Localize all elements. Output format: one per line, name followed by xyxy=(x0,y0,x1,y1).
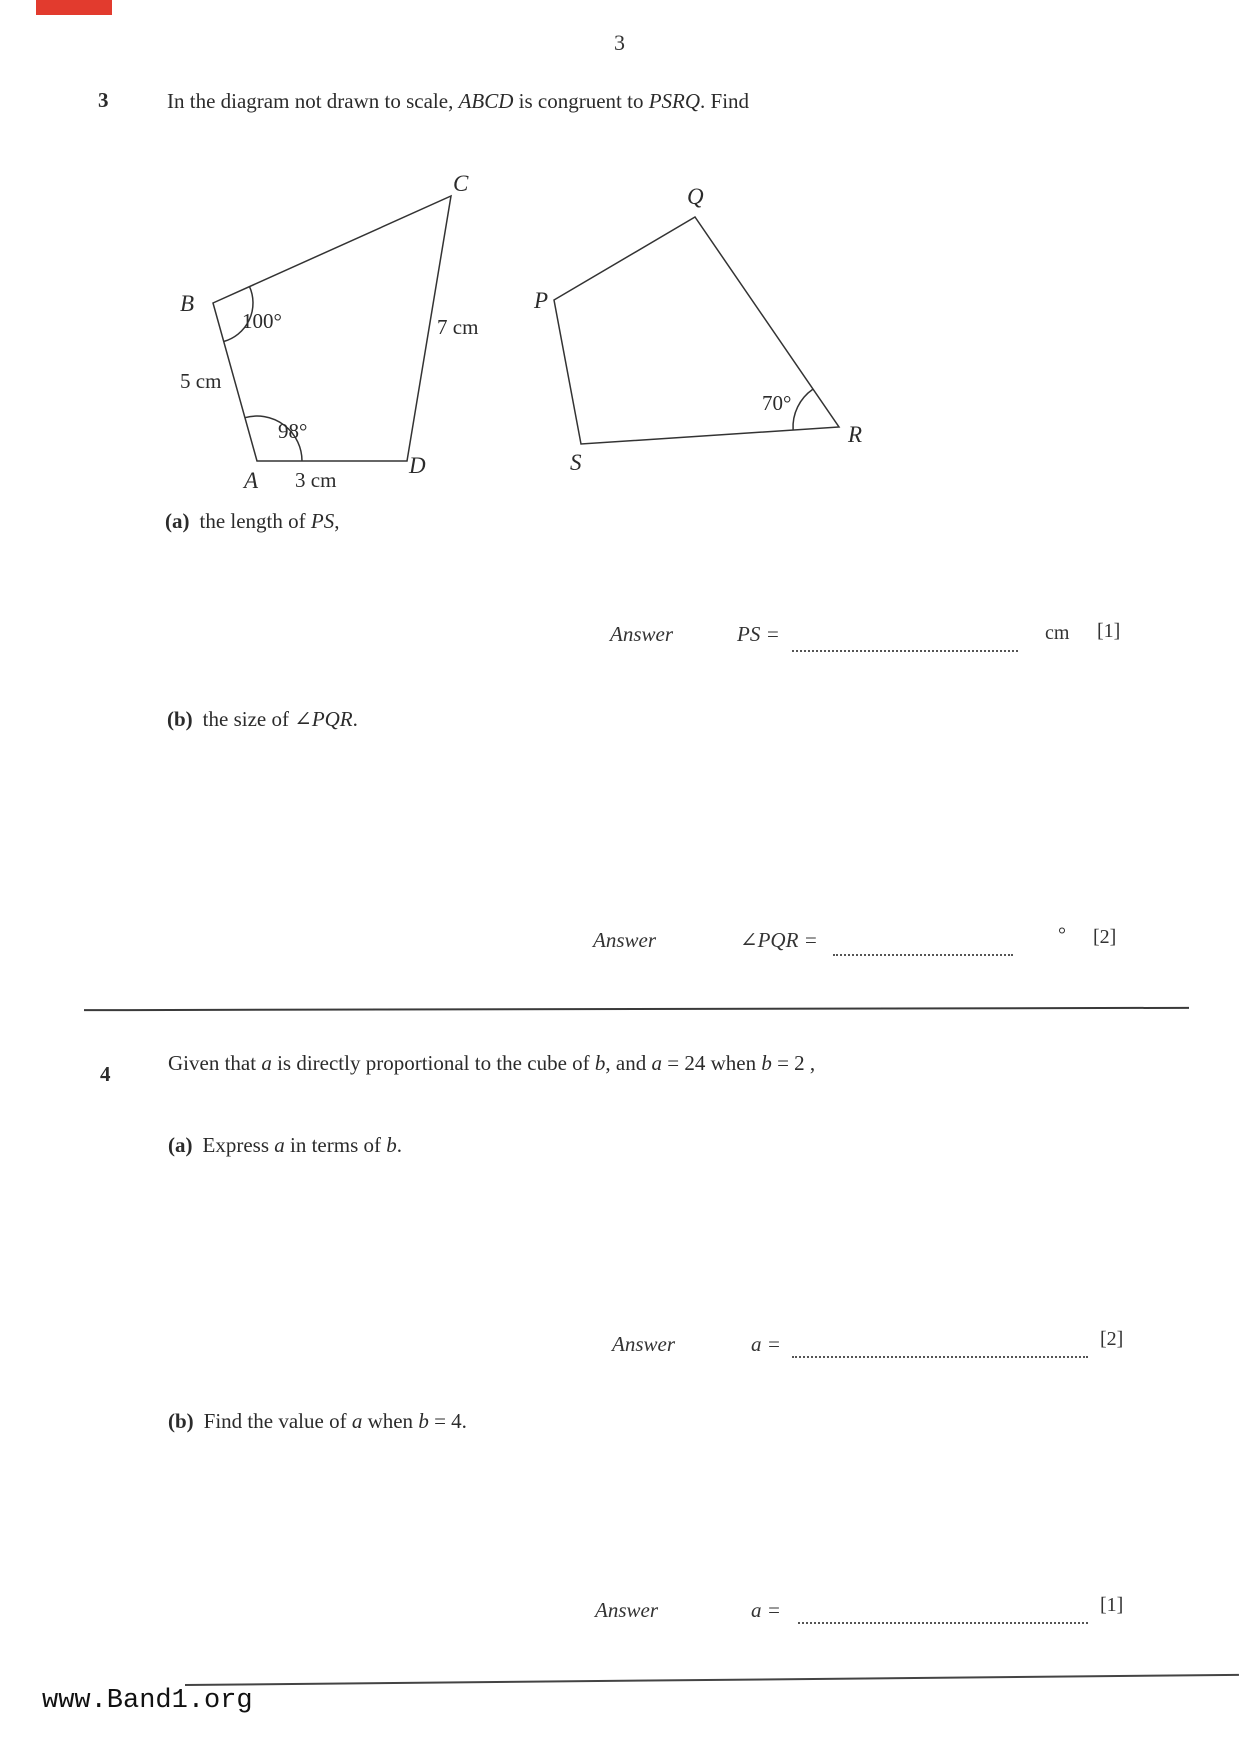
section-divider xyxy=(84,1007,1189,1011)
q4b-b: b xyxy=(418,1409,429,1433)
vertex-label-p: P xyxy=(534,288,549,313)
question-3-number: 3 xyxy=(98,88,109,112)
q4-seg4: , and xyxy=(605,1051,652,1075)
page-number: 3 xyxy=(614,30,625,55)
q4a-seg4: . xyxy=(396,1133,402,1157)
q4a-answer-lhs: a = xyxy=(751,1332,781,1356)
diagram-svg xyxy=(0,0,1239,520)
q4-a1: a xyxy=(261,1051,272,1075)
q3-part-a xyxy=(165,508,339,534)
angle-label-b: 100° xyxy=(242,309,282,333)
q3-part-b xyxy=(167,706,358,732)
q4a-seg0: Express xyxy=(202,1133,275,1157)
angle-arc-r xyxy=(793,389,813,430)
angle-label-r: 70° xyxy=(762,391,792,415)
q4a-a: a xyxy=(274,1133,285,1157)
q3b-answer-unit: ° xyxy=(1058,924,1066,946)
vertex-label-d: D xyxy=(409,453,426,478)
q4b-answer-label: Answer xyxy=(595,1598,658,1622)
footer-rule xyxy=(185,1674,1239,1686)
q3b-answer-blank xyxy=(833,928,1013,956)
vertex-label-a: A xyxy=(244,468,259,493)
q4b-answer-blank xyxy=(798,1596,1088,1624)
q3a-answer-lhs: PS = xyxy=(737,622,780,646)
side-label-ad: 3 cm xyxy=(295,468,337,492)
q3-part-b-label: (b) xyxy=(167,707,193,731)
q4a-answer-label: Answer xyxy=(612,1332,675,1356)
q4-seg2: is directly proportional to the cube of xyxy=(271,1051,595,1075)
q3a-answer-unit: cm xyxy=(1045,622,1070,644)
side-label-ab: 5 cm xyxy=(180,369,222,393)
q4b-marks-badge: [1] xyxy=(1100,1594,1124,1616)
q3b-answer-label: Answer xyxy=(593,928,656,952)
q4a-answer-blank xyxy=(792,1330,1088,1358)
side-label-cd: 7 cm xyxy=(437,315,479,339)
q3-prompt-seg4: . Find xyxy=(700,89,750,113)
angle-label-a: 98° xyxy=(278,419,308,443)
q3-prompt-seg2: is congruent to xyxy=(513,89,649,113)
q4-part-a-label: (a) xyxy=(168,1133,193,1157)
q4-part-b-label: (b) xyxy=(168,1409,194,1433)
q3a-answer-blank xyxy=(792,622,1018,652)
q3b-seg0: the size of xyxy=(202,707,295,731)
q4a-seg2: in terms of xyxy=(284,1133,387,1157)
q4-part-a xyxy=(168,1132,402,1158)
q3a-marks-badge: [1] xyxy=(1097,620,1121,642)
question-4-text xyxy=(168,1050,988,1076)
q4-seg6: = 24 when xyxy=(661,1051,762,1075)
q4a-b: b xyxy=(386,1133,397,1157)
vertex-label-s: S xyxy=(570,450,582,475)
q4b-seg2: when xyxy=(362,1409,419,1433)
q4b-seg4: = 4. xyxy=(428,1409,467,1433)
q4a-marks-badge: [2] xyxy=(1100,1328,1124,1350)
q4b-answer-lhs: a = xyxy=(751,1598,781,1622)
vertex-label-b: B xyxy=(180,291,195,316)
vertex-label-r: R xyxy=(848,422,863,447)
q3-part-a-label: (a) xyxy=(165,509,190,533)
q3b-answer-lhs: ∠PQR = xyxy=(740,928,818,952)
q4-seg0: Given that xyxy=(168,1051,262,1075)
q3b-seg2: . xyxy=(352,707,358,731)
q3a-seg0: the length of xyxy=(199,509,311,533)
q4-part-b xyxy=(168,1408,467,1434)
q4-b2: b xyxy=(761,1051,772,1075)
footer-url: www.Band1.org xyxy=(42,1686,253,1716)
q4-a2: a xyxy=(651,1051,662,1075)
q4-b1: b xyxy=(594,1051,606,1075)
question-4-number: 4 xyxy=(100,1062,111,1086)
q4b-seg0: Find the value of xyxy=(203,1409,352,1433)
q4b-a: a xyxy=(351,1409,363,1433)
q3b-marks-badge: [2] xyxy=(1093,926,1117,948)
q3a-answer-label: Answer xyxy=(610,622,673,646)
q3a-seg2: , xyxy=(334,509,340,533)
q3a-ps: PS xyxy=(310,509,335,533)
vertex-label-q: Q xyxy=(687,184,704,209)
q3-prompt-abcd: ABCD xyxy=(458,89,514,113)
vertex-label-c: C xyxy=(453,171,469,196)
q3b-pqr: ∠PQR xyxy=(294,707,353,731)
q3-prompt-seg0: In the diagram not drawn to scale, xyxy=(167,89,459,113)
q3-prompt-psrq: PSRQ xyxy=(648,89,701,113)
q4-seg8: = 2 , xyxy=(771,1051,816,1075)
